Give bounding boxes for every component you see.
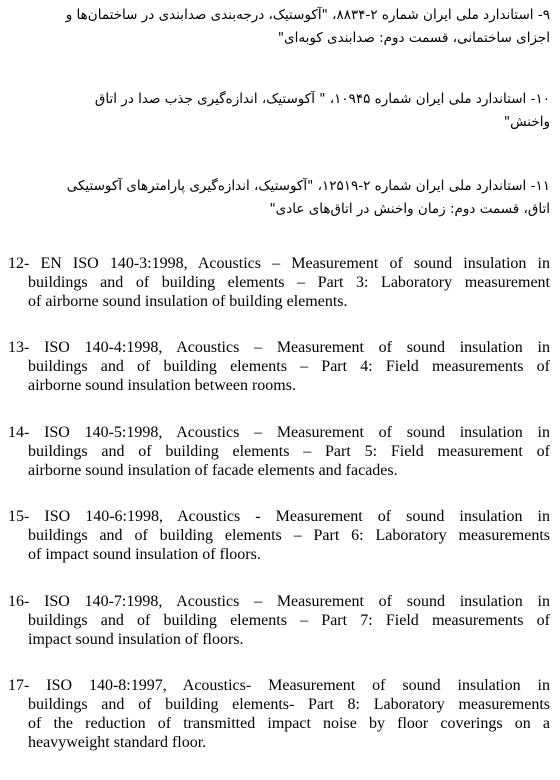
reference-line: buildings and of building elements – Part 5: Field measurement of <box>28 443 550 460</box>
reference-item-14 <box>8 423 550 480</box>
reference-line: heavyweight standard floor. <box>28 734 207 751</box>
reference-line: 17- ISO 140-8:1997, Acoustics- Measurement of sound insulation in <box>8 677 550 694</box>
reference-line: buildings and of building elements – Part 7: Field measurements of <box>28 612 550 629</box>
reference-line: airborne sound insulation between rooms. <box>28 377 296 394</box>
reference-line: واخنش" <box>503 114 550 130</box>
reference-line: buildings and of building elements – Part 4: Field measurements of <box>28 358 550 375</box>
reference-line: of the reduction of transmitted impact noise by floor coverings on a <box>28 715 550 732</box>
reference-line: buildings and of building elements – Part 6: Laboratory measurements <box>28 527 550 544</box>
reference-line: of airborne sound insulation of building elements. <box>28 293 348 310</box>
reference-item-9 <box>8 4 550 50</box>
reference-line: 16- ISO 140-7:1998, Acoustics – Measurement of sound insulation in <box>8 593 550 610</box>
reference-line: of impact sound insulation of floors. <box>28 546 261 563</box>
reference-line: 12- EN ISO 140-3:1998, Acoustics – Measurement of sound insulation in <box>8 255 550 272</box>
reference-line: اجزای ساختمانی، قسمت دوم: صدابندی کوبه‌ای" <box>277 30 550 46</box>
reference-line: 14- ISO 140-5:1998, Acoustics – Measurement of sound insulation in <box>8 424 550 441</box>
reference-item-16 <box>8 592 550 649</box>
reference-item-15 <box>8 507 550 564</box>
reference-line: 15- ISO 140-6:1998, Acoustics - Measurement of sound insulation in <box>8 508 550 525</box>
reference-item-12 <box>8 254 550 311</box>
reference-line: impact sound insulation of floors. <box>28 631 244 648</box>
reference-line: ۱۱- استاندارد ملی ایران شماره ۲-۱۲۵۱۹، "آکوستیک، اندازه‌گیری پارامترهای آکوستیکی <box>66 178 550 194</box>
reference-line: ۱۰- استاندارد ملی ایران شماره ۱۰۹۴۵، " آکوستیک، اندازه‌گیری جذب صدا در اتاق <box>94 91 550 107</box>
reference-item-11 <box>8 175 550 221</box>
reference-line: اتاق، قسمت دوم: زمان واخنش در اتاق‌های عادی" <box>269 201 550 217</box>
reference-item-17 <box>8 676 550 752</box>
reference-line: buildings and of building elements – Part 3: Laboratory measurement <box>28 274 550 291</box>
reference-item-10 <box>8 88 550 134</box>
reference-line: airborne sound insulation of facade elements and facades. <box>28 462 398 479</box>
reference-item-13 <box>8 338 550 395</box>
reference-line: buildings and of building elements- Part 8: Laboratory measurements <box>28 696 550 713</box>
reference-line: 13- ISO 140-4:1998, Acoustics – Measurement of sound insulation in <box>8 339 550 356</box>
reference-line: ۹- استاندارد ملی ایران شماره ۲-۸۸۳۴، "آکوستیک، درجه‌بندی صدابندی در ساختمان‌ها و <box>65 7 550 23</box>
